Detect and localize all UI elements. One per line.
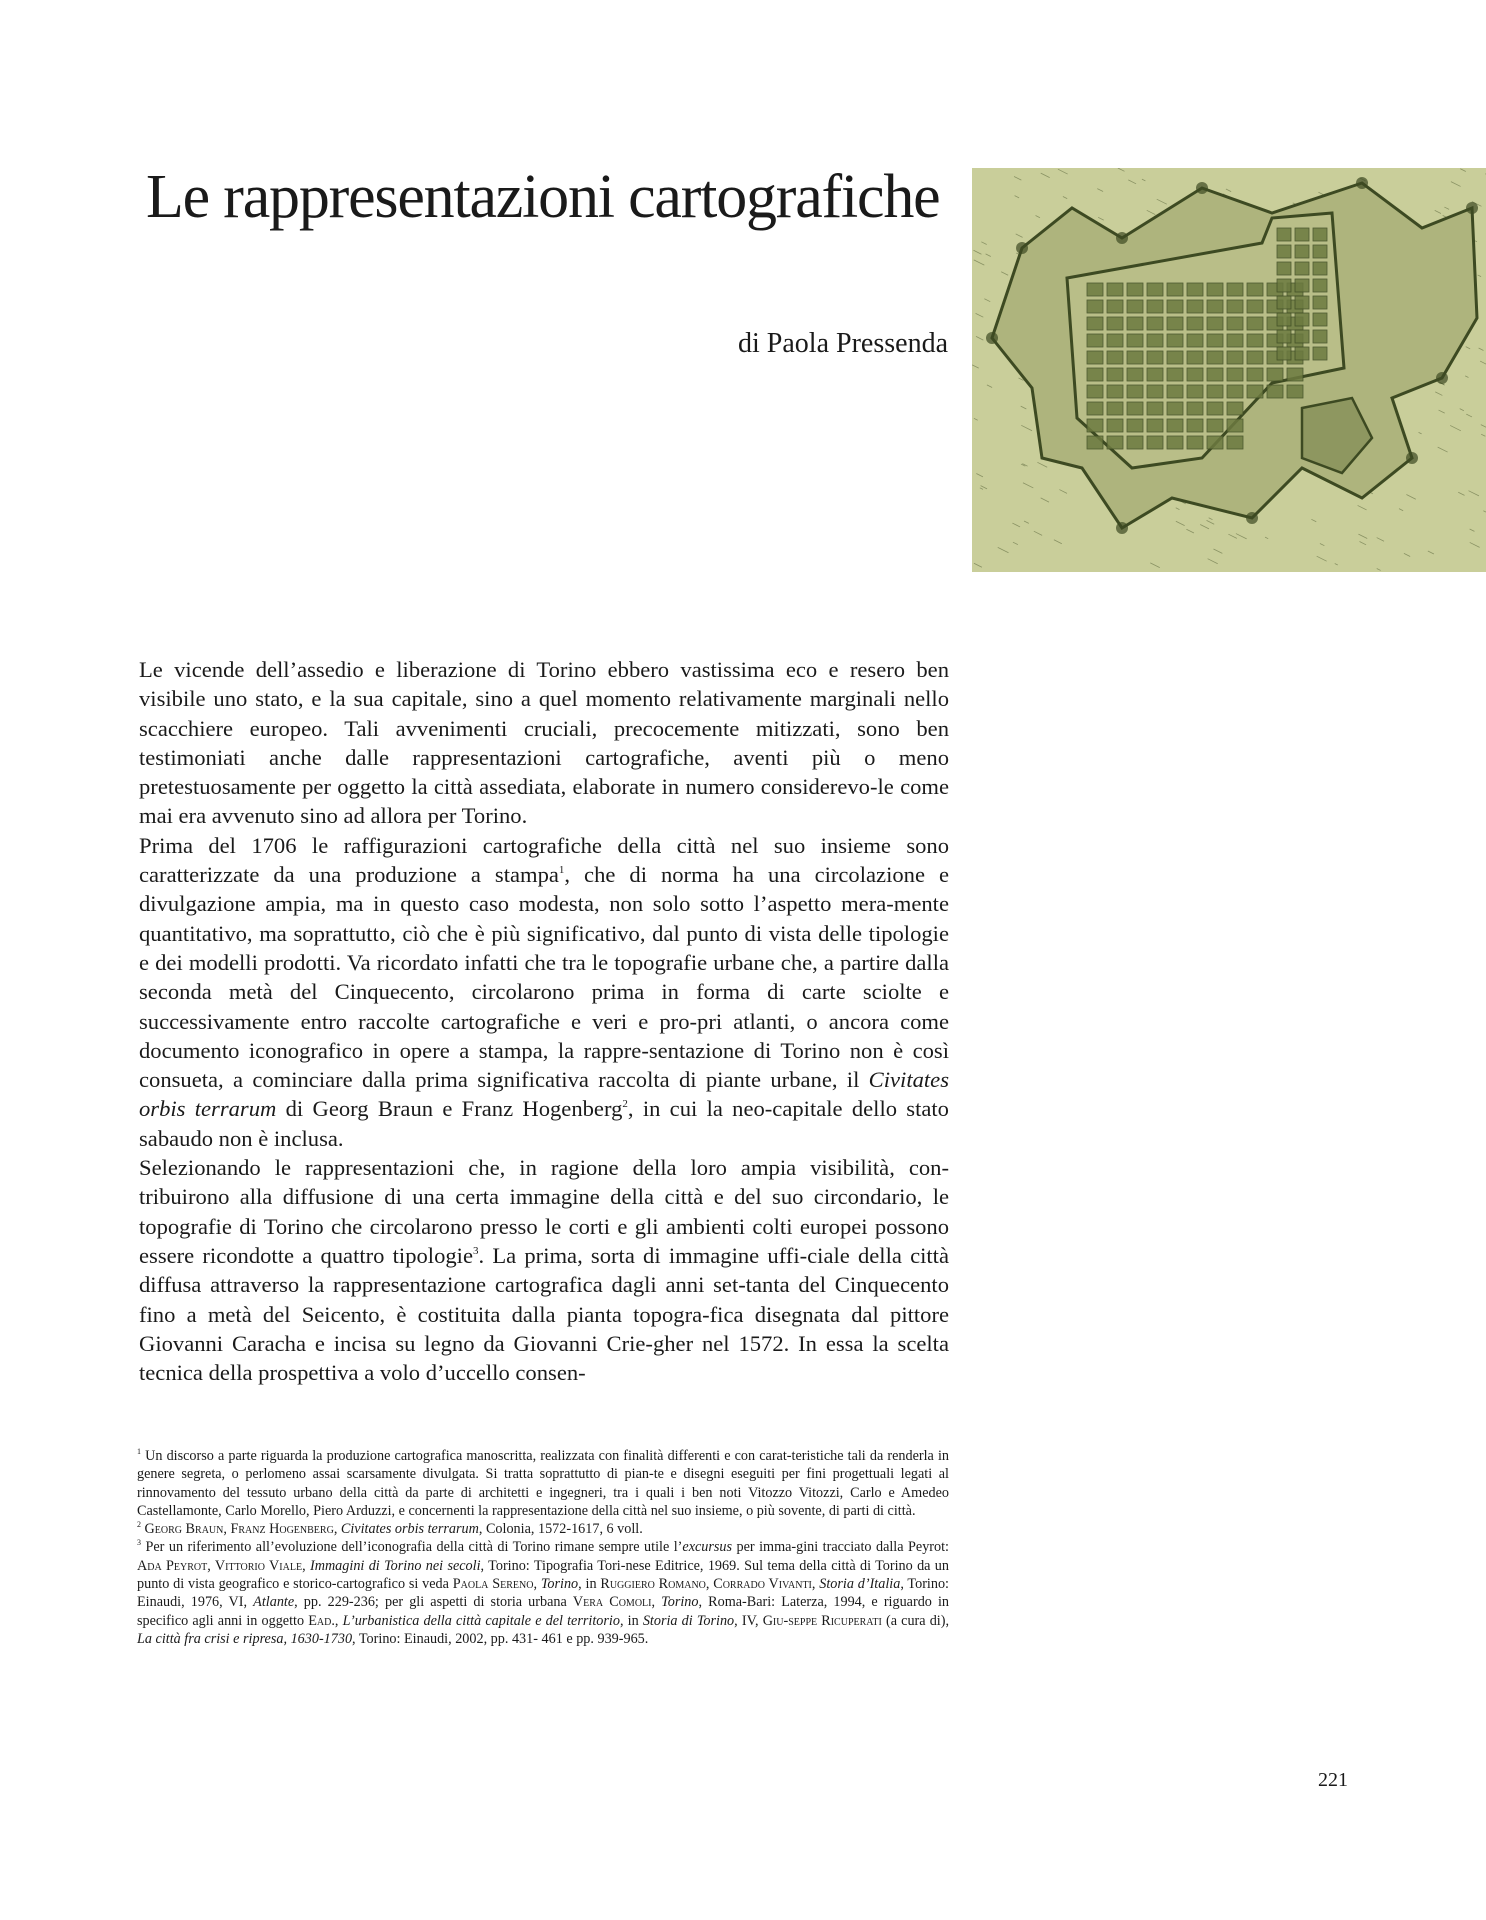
bastion (986, 332, 998, 344)
italic-title: Civitates orbis terrarum (340, 1521, 479, 1538)
city-block (1087, 436, 1103, 449)
city-block (1107, 368, 1123, 381)
city-block (1187, 436, 1203, 449)
city-block (1313, 245, 1327, 258)
text-run: , Colonia, 1572-1617, 6 voll. (478, 1521, 643, 1538)
italic-title: Civitates orbis terrarum (139, 1067, 949, 1122)
text-run: , Roma-Bari: Laterza, 1994, e riguardo in specifico agli anni in oggetto (137, 1594, 950, 1629)
footnote (137, 1447, 949, 1520)
city-block (1087, 351, 1103, 364)
city-block (1147, 419, 1163, 432)
italic-title: L’urbanistica della città capitale e del territorio (342, 1612, 620, 1629)
city-block (1313, 296, 1327, 309)
footnotes (137, 1447, 949, 1648)
city-block (1147, 334, 1163, 347)
text-run: , pp. 229-236; per gli aspetti di storia urbana (294, 1594, 573, 1611)
text-run: , (651, 1594, 662, 1611)
city-block (1227, 419, 1243, 432)
city-block (1187, 300, 1203, 313)
city-block (1107, 283, 1123, 296)
city-block (1295, 279, 1309, 292)
city-block (1313, 347, 1327, 360)
city-block (1127, 402, 1143, 415)
footnote-ref: 2 (622, 1098, 628, 1111)
city-block (1247, 351, 1263, 364)
italic-title: Storia d’Italia (819, 1576, 901, 1593)
text-run: Per un riferimento all’evoluzione dell’iconografia della città di Torino rimane sempre utile l’ (141, 1539, 683, 1556)
author-name: Ada Peyrot, Vittorio Viale (137, 1557, 303, 1574)
author-name: Paola Sereno (452, 1576, 534, 1593)
city-block (1147, 317, 1163, 330)
city-map-illustration (972, 168, 1486, 572)
city-block (1207, 317, 1223, 330)
city-block (1127, 385, 1143, 398)
city-block (1167, 402, 1183, 415)
city-block (1127, 283, 1143, 296)
italic-title: Immagini di Torino nei secoli (309, 1557, 481, 1574)
city-block (1187, 368, 1203, 381)
text-run: , (302, 1557, 310, 1574)
bastion (1116, 232, 1128, 244)
text-run: , (533, 1576, 541, 1593)
city-block (1277, 245, 1291, 258)
text-run: , Torino: Einaudi, 1976, VI, (137, 1576, 949, 1611)
city-block (1227, 402, 1243, 415)
text-run: , (811, 1576, 820, 1593)
city-block (1147, 300, 1163, 313)
italic-title: excursus (682, 1539, 733, 1556)
city-block (1187, 419, 1203, 432)
city-block (1227, 436, 1243, 449)
city-block (1087, 300, 1103, 313)
city-block (1127, 419, 1143, 432)
city-block (1187, 283, 1203, 296)
city-block (1207, 402, 1223, 415)
city-block (1127, 317, 1143, 330)
city-block (1247, 368, 1263, 381)
italic-title: Torino (540, 1576, 579, 1593)
text-run: Un discorso a parte riguarda la produzione cartografica manoscritta, realizzata con finalità differenti e con carat-teristiche tali da renderla in genere segreta, o perlomeno assai scarsamente divulgata. Si tratta soprattutto di pian-te e disegni eseguiti per fini progettuali legati al rinnovamento del tessuto urbano della città da parte di architetti e ingegneri, tra i quali i ben noti Vitozzo Vitozzi, Carlo e Amedeo Castellamonte, Carlo Morello, Piero Arduzzi, e concernenti la rappresentazione della città nel suo insieme, o più sovente, di parti di città. (137, 1448, 949, 1519)
city-block (1147, 368, 1163, 381)
text-run: , IV, (734, 1612, 763, 1629)
city-block (1147, 436, 1163, 449)
body-paragraph (139, 1153, 949, 1387)
city-block (1107, 436, 1123, 449)
city-block (1295, 296, 1309, 309)
bastion (1356, 177, 1368, 189)
city-block (1087, 385, 1103, 398)
city-block (1107, 419, 1123, 432)
city-block (1107, 334, 1123, 347)
text-run: , (334, 1612, 343, 1629)
bastion (1406, 452, 1418, 464)
city-block (1187, 334, 1203, 347)
bastion (1116, 522, 1128, 534)
city-block (1287, 368, 1303, 381)
text-run: di Georg Braun e Franz Hogenberg (276, 1096, 623, 1122)
city-block (1187, 385, 1203, 398)
city-block (1313, 279, 1327, 292)
city-block (1207, 300, 1223, 313)
city-block (1247, 385, 1263, 398)
city-block (1167, 351, 1183, 364)
city-block (1147, 351, 1163, 364)
city-block (1147, 385, 1163, 398)
city-block (1167, 334, 1183, 347)
city-block (1207, 419, 1223, 432)
city-block (1087, 317, 1103, 330)
city-block (1127, 334, 1143, 347)
city-block (1087, 368, 1103, 381)
text-run: Prima del 1706 le raffigurazioni cartografiche della città nel suo insieme sono caratterizzate da una produzione a stampa (139, 832, 949, 888)
author-name: Ead. (308, 1612, 335, 1629)
city-block (1277, 296, 1291, 309)
city-block (1207, 385, 1223, 398)
city-block (1087, 419, 1103, 432)
city-block (1107, 385, 1123, 398)
city-block (1087, 402, 1103, 415)
city-block (1127, 300, 1143, 313)
city-block (1207, 368, 1223, 381)
text-run: , Torino: Einaudi, 2002, pp. 431- 461 e pp. 939-965. (352, 1630, 649, 1647)
city-block (1295, 313, 1309, 326)
city-block (1295, 330, 1309, 343)
text-run: per imma-gini tracciato dalla Peyrot: (732, 1539, 949, 1556)
city-block (1227, 351, 1243, 364)
italic-title: Storia di Torino (642, 1612, 735, 1629)
bastion (1436, 372, 1448, 384)
italic-title: Atlante (253, 1594, 295, 1611)
author-name: Ruggiero Romano, Corrado Vivanti (600, 1576, 812, 1593)
city-block (1187, 351, 1203, 364)
city-block (1295, 262, 1309, 275)
city-block (1187, 402, 1203, 415)
city-block (1087, 334, 1103, 347)
city-block (1167, 385, 1183, 398)
city-block (1167, 436, 1183, 449)
city-block (1227, 368, 1243, 381)
footnote (137, 1520, 949, 1538)
city-block (1107, 351, 1123, 364)
city-block (1295, 245, 1309, 258)
text-run: (a cura di), (881, 1612, 950, 1629)
city-block (1127, 351, 1143, 364)
city-block (1313, 262, 1327, 275)
city-block (1295, 347, 1309, 360)
author-name: Vera Comoli (572, 1594, 652, 1611)
page-number: 221 (1318, 1769, 1348, 1791)
article-body (139, 655, 949, 1387)
text-run: , in (619, 1612, 643, 1629)
footnote-ref: 1 (558, 864, 565, 877)
text-run: Le vicende dell’assedio e liberazione di Torino ebbero vastissima eco e resero ben visibile uno stato, e la sua capitale, sino a quel momento relativamente marginali nello scacchiere europeo. Tali avvenimenti cruciali, precocemente mitizzati, sono ben testimoniati anche dalle rappresentazioni cartografiche, aventi più o meno pretestuosamente per oggetto la città assediata, elaborate in numero considerevo-le come mai era avvenuto sino ad allora per Torino. (139, 657, 949, 829)
author-name: Georg Braun, Franz Hogenberg (144, 1521, 334, 1538)
city-block (1247, 300, 1263, 313)
text-run: , in (578, 1576, 601, 1593)
city-block (1247, 334, 1263, 347)
text-run: , che di norma ha una circolazione e divulgazione ampia, ma in questo caso modesta, non solo sotto l’aspetto mera-mente quantitativo, ma soprattutto, ciò che è più significativo, dal punto di vista delle tipologie e dei modelli prodotti. Va ricordato infatti che tra le topografie urbane che, a partire dalla seconda metà del Cinquecento, circolarono prima in forma di carte sciolte e successivamente entro raccolte cartografiche e veri e pro-pri atlanti, o ancora come documento iconografico in opere a stampa, la rappre-sentazione di Torino non è così consueta, a cominciare dalla prima significativa raccolta di piante urbane, il (139, 862, 949, 1093)
city-block (1277, 228, 1291, 241)
city-block (1247, 317, 1263, 330)
city-block (1127, 436, 1143, 449)
city-block (1187, 317, 1203, 330)
city-block (1287, 385, 1303, 398)
city-block (1167, 317, 1183, 330)
city-block (1207, 283, 1223, 296)
city-block (1167, 419, 1183, 432)
text-run: Selezionando le rappresentazioni che, in ragione della loro ampia visibilità, con-tribuirono alla diffusione di una certa immagine della città e del suo circondario, le topografie di Torino che circolarono presso le corti e gli ambienti colti europei possono essere ricondotte a quattro tipologie (139, 1155, 949, 1268)
city-block (1227, 385, 1243, 398)
footnote-ref: 1 (137, 1447, 141, 1456)
page-title: Le rappresentazioni cartografiche (146, 163, 940, 231)
city-block (1277, 262, 1291, 275)
italic-title: La città fra crisi e ripresa, 1630-1730 (137, 1630, 353, 1647)
body-paragraph (139, 655, 949, 831)
city-block (1167, 300, 1183, 313)
city-block (1227, 317, 1243, 330)
city-block (1147, 402, 1163, 415)
city-block (1227, 300, 1243, 313)
city-block (1107, 317, 1123, 330)
city-block (1313, 330, 1327, 343)
footnote (137, 1538, 949, 1648)
city-block (1277, 313, 1291, 326)
city-block (1227, 283, 1243, 296)
footnote-ref: 3 (472, 1244, 479, 1257)
bastion (1016, 242, 1028, 254)
city-block (1313, 228, 1327, 241)
italic-title: Torino (661, 1594, 699, 1611)
city-block (1147, 283, 1163, 296)
text-run: , (333, 1521, 341, 1538)
city-block (1207, 436, 1223, 449)
text-run: , Torino: Tipografia Tori-nese Editrice, 1969. Sul tema della città di Torino da un punto di vista geografico e storico-cartografico si veda (137, 1557, 949, 1593)
city-block (1313, 313, 1327, 326)
city-block (1167, 368, 1183, 381)
city-block (1295, 228, 1309, 241)
city-block (1127, 368, 1143, 381)
city-block (1277, 330, 1291, 343)
city-block (1167, 283, 1183, 296)
text-run: , in cui la neo-capitale dello stato sabaudo non è inclusa. (139, 1096, 949, 1151)
city-block (1107, 300, 1123, 313)
bastion (1246, 512, 1258, 524)
city-block (1267, 385, 1283, 398)
city-block (1107, 402, 1123, 415)
bastion (1196, 182, 1208, 194)
city-block (1087, 283, 1103, 296)
city-block (1277, 347, 1291, 360)
text-run: . La prima, sorta di immagine uffi-ciale della città diffusa attraverso la rappresentazione cartografica dagli anni set-tanta del Cinquecento fino a metà del Seicento, è costituita dalla pianta topogra-fica disegnata dal pittore Giovanni Caracha e incisa su legno da Giovanni Crie-gher nel 1572. In essa la scelta tecnica della prospettiva a volo d’uccello consen- (139, 1242, 949, 1386)
city-block (1207, 351, 1223, 364)
city-block (1247, 283, 1263, 296)
author-byline: di Paola Pressenda (738, 328, 948, 359)
city-block (1227, 334, 1243, 347)
author-name: Giu-seppe Ricuperati (762, 1612, 882, 1629)
body-paragraph (139, 831, 949, 1153)
historic-fortress-map-image (972, 168, 1486, 572)
footnote-ref: 3 (137, 1538, 141, 1548)
city-block (1277, 279, 1291, 292)
bastion (1466, 202, 1478, 214)
city-block (1267, 368, 1283, 381)
city-block (1207, 334, 1223, 347)
footnote-ref: 2 (137, 1520, 141, 1530)
